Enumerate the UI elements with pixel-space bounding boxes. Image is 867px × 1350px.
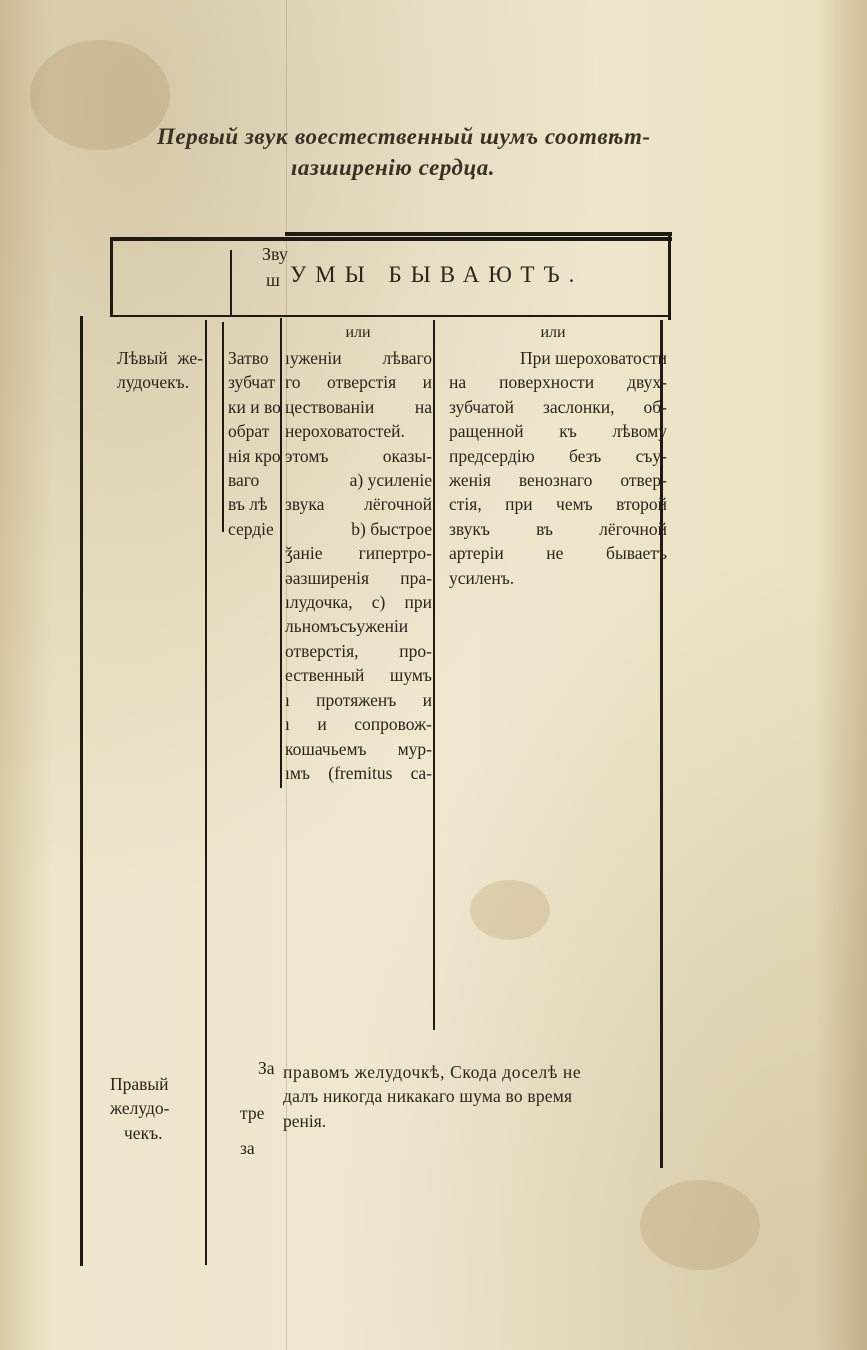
col1-line: ǯаніе гипертро- [285,543,432,564]
col1-line: цествованіи на [285,396,432,417]
col2-line: ращенной къ лѣвому [449,421,667,442]
col2-line: усиленъ. [449,567,515,588]
col1-line: ıлудочка, с) при [285,592,432,613]
table-title: УМЫ БЫВАЮТЪ. [290,262,584,287]
header-bottom-rule [113,315,668,317]
row1-label [117,346,203,395]
fragment-line: тре [240,1103,265,1123]
col2-line: артеріи не бываетъ [449,543,667,564]
header-line2: ıазширенію сердца. [291,155,495,180]
row2-text-line: правомъ желудочкѣ, Скода доселѣ не [283,1062,582,1082]
header-line1-right: воестественный шумъ соотвѣт- [295,124,651,149]
col1-line: го отверстія и [285,372,432,393]
row2-label [110,1072,202,1145]
row2-text [283,1060,658,1133]
col1-line: ественный шумъ [285,665,432,686]
row2-label-line: чекъ. [124,1122,163,1143]
col1-head: или [345,324,371,341]
fragment-line: За [258,1058,275,1078]
col1-line: кошачьемъ мур- [285,738,432,759]
col1-line: ıуженіи лѣваго [285,348,432,368]
table-top-rule-fragment [285,232,672,236]
row2-label-line: Правый [110,1074,169,1094]
col2-line: стія, при чемъ второй [449,494,667,515]
stain [640,1180,760,1270]
stain [30,40,170,150]
fragment-line: въ лѣ [228,494,268,515]
col1-line: отверстія, про- [285,640,432,661]
label-column-rule [205,320,207,1265]
row2-label-line: желудо- [110,1098,170,1119]
fragment-line: обрат [228,421,270,442]
fragment-line: Затво [228,348,269,368]
table-left-rule [80,316,83,1266]
stain [470,880,550,940]
col1-line: этомъ оказы- [285,445,432,466]
row2-text-line: ренія. [283,1110,327,1131]
title-fragment-bottom: ш [266,270,280,290]
col2-head: или [540,324,566,341]
col2-line: При шероховатости [520,348,667,368]
table-top-rule [110,237,672,241]
fragment-line: зубчат [228,372,276,393]
fragment-line: нія кро [228,445,281,466]
col1-line: льномъсъуженіи [285,616,409,637]
fragment-line: ваго [228,470,260,491]
header-line1-left: Первый звук [157,124,288,149]
fragment-line: ки и во [228,396,281,417]
col1-line: ı и сопровож- [285,714,432,735]
col2-line: женія венознаго отвер- [449,470,667,491]
col1-line: нероховатостей. [285,421,405,442]
row1-col1 [285,346,432,785]
col1-line: ǝазширенія пра- [285,567,432,588]
col2-line: зубчатой заслонки, об- [449,396,667,417]
fragment-line: за [240,1138,255,1158]
header-fragment-divider [230,250,232,315]
row1-label-line: Лѣвый же- [117,348,203,368]
col2-line: звукъ въ лёгочной [449,518,667,539]
col1-line: b) быстрое [351,518,432,539]
col1-line: а) усиленіе [349,470,432,491]
row1-fragment-column [228,346,284,541]
fragment-line: сердіе [228,518,274,539]
middle-column-rule [433,320,435,1030]
col1-line: звука лёгочной [285,494,432,515]
table-right-rule-top [668,234,671,320]
col2-line: предсердію безъ съу- [449,445,667,466]
table-left-rule-top [110,237,113,317]
col1-line: ıмъ (fremitus ca- [285,762,432,783]
row1-label-line: лудочекъ. [117,372,190,393]
col1-line: ı протяженъ и [285,689,432,710]
row2-text-line: далъ никогда никакаго шума во время [283,1086,573,1107]
col2-line: на поверхности двух- [449,372,667,393]
title-fragment-top: Зву [262,244,288,264]
row1-col2 [449,346,667,590]
label-column-rule-inner [222,322,224,532]
